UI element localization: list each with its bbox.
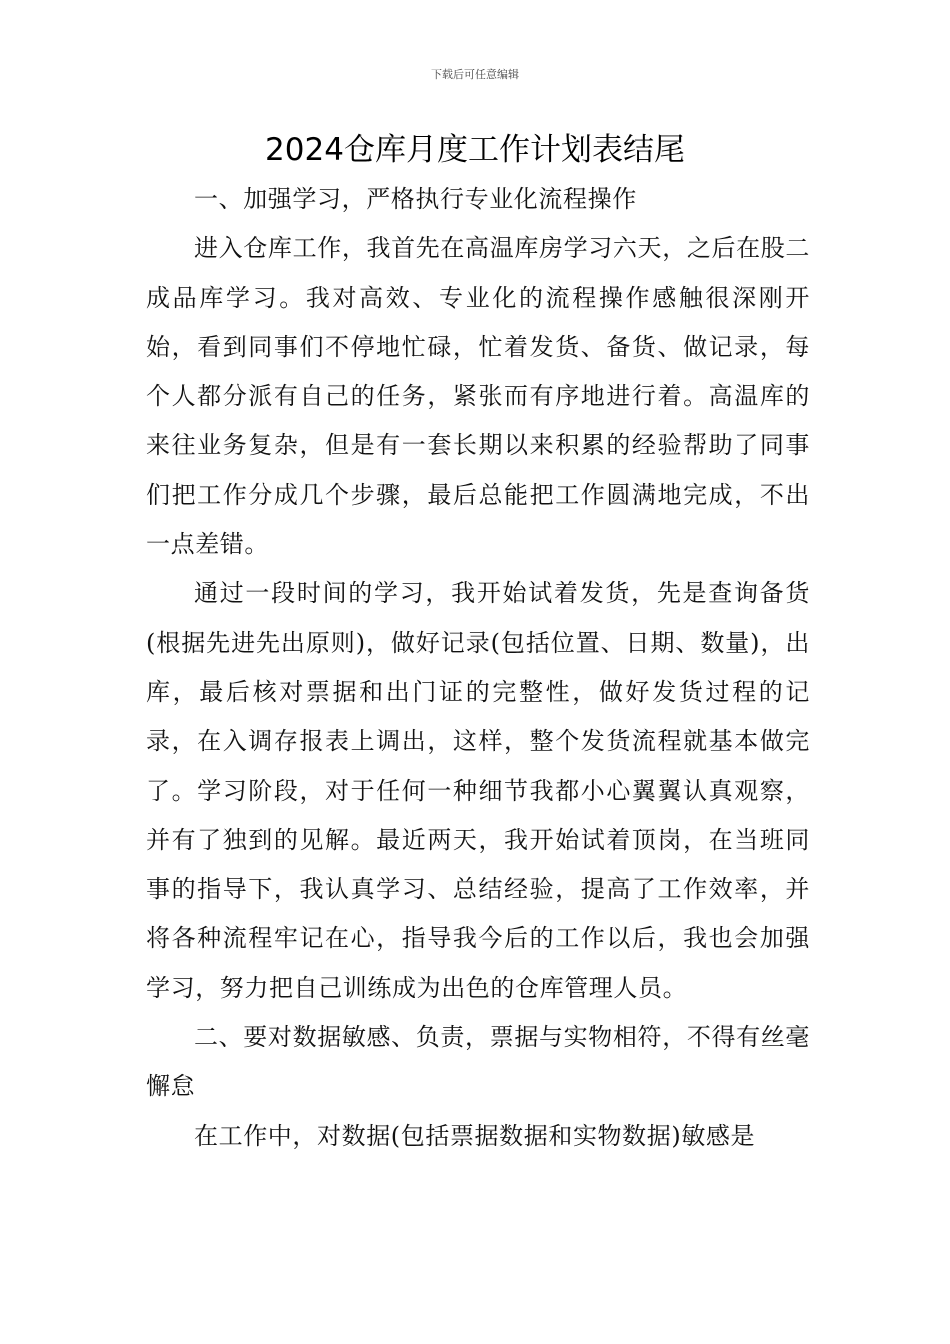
paragraph-1: 进入仓库工作，我首先在高温库房学习六天，之后在股二成品库学习。我对高效、专业化的流程操作感触很深刚开始，看到同事们不停地忙碌，忙着发货、备货、做记录，每个人都分派有自己的任务，紧张而有序地进行着。高温库的来往业务复杂，但是有一套长期以来积累的经验帮助了同事们把工作分成几个步骤，最后总能把工作圆满地完成，不出一点差错。	[146, 234, 810, 559]
document-title: 2024仓库月度工作计划表结尾	[265, 132, 685, 168]
section-heading-1: 一、加强学习，严格执行专业化流程操作	[194, 185, 637, 213]
paragraph-3: 在工作中，对数据(包括票据数据和实物数据)敏感是	[194, 1121, 756, 1150]
paragraph-2: 通过一段时间的学习，我开始试着发货，先是查询备货(根据先进先出原则)，做好记录(包括位置、日期、数量)，出库，最后核对票据和出门证的完整性，做好发货过程的记录，在入调存报表上调出，这样，整个发货流程就基本做完了。学习阶段，对于任何一种细节我都小心翼翼认真观察，并有了独到的见解。最近两天，我开始试着顶岗，在当班同事的指导下，我认真学习、总结经验，提高了工作效率，并将各种流程牢记在心，指导我今后的工作以后，我也会加强学习，努力把自己训练成为出色的仓库管理人员。	[146, 579, 810, 1002]
section-heading-2: 二、要对数据敏感、负责，票据与实物相符，不得有丝毫懈怠	[146, 1023, 810, 1101]
header-note: 下载后可任意编辑	[431, 68, 519, 81]
document-body	[146, 175, 810, 1161]
